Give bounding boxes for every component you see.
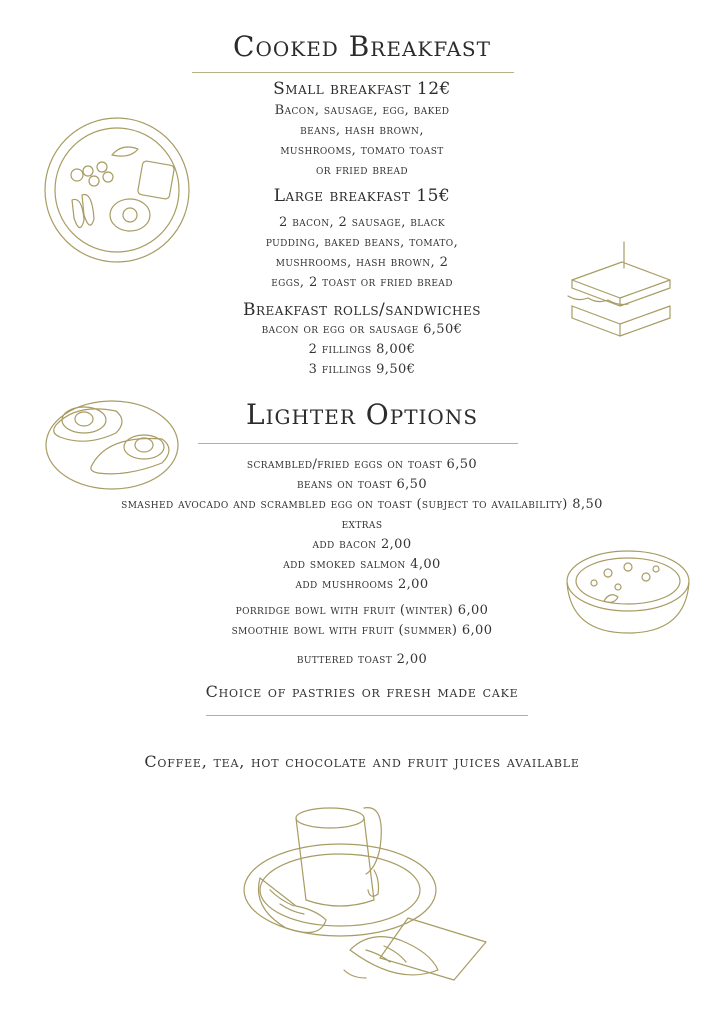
list-item: bacon or egg or sausage 6,50€ bbox=[261, 322, 463, 337]
list-item: porridge bowl with fruit (winter) 6,00 bbox=[235, 603, 489, 618]
coffee-croissant-icon bbox=[240, 800, 494, 990]
drinks-line: Coffee, tea, hot chocolate and fruit juices available bbox=[144, 752, 580, 771]
desc-line: mushrooms, hash brown, 2 bbox=[275, 255, 449, 270]
list-item: 3 fillings 9,50€ bbox=[308, 362, 416, 377]
list-item: add smoked salmon 4,00 bbox=[283, 557, 441, 572]
desc-line: beans, hash brown, bbox=[300, 123, 424, 138]
list-item: scrambled/fried eggs on toast 6,50 bbox=[246, 457, 478, 472]
desc-line: pudding, baked beans, tomato, bbox=[265, 235, 459, 250]
porridge-bowl-icon bbox=[564, 545, 692, 637]
desc-line: or fried bread bbox=[315, 163, 409, 178]
list-item: add mushrooms 2,00 bbox=[295, 577, 429, 592]
sandwich-icon bbox=[562, 240, 674, 350]
rolls-heading: Breakfast rolls/sandwiches bbox=[243, 300, 481, 320]
lighter-options-title: Lighter Options bbox=[245, 398, 479, 431]
pastries-line: Choice of pastries or fresh made cake bbox=[205, 682, 519, 701]
eggs-on-toast-icon bbox=[44, 395, 180, 491]
breakfast-plate-icon bbox=[42, 115, 192, 265]
list-item: smashed avocado and scrambled egg on toast (subject to availability) 8,50 bbox=[121, 497, 603, 512]
list-item: beans on toast 6,50 bbox=[297, 477, 427, 492]
cooked-breakfast-title: Cooked Breakfast bbox=[233, 30, 491, 63]
desc-line: mushrooms, tomato toast bbox=[280, 143, 444, 158]
title-divider bbox=[192, 72, 514, 73]
small-breakfast-heading: Small breakfast 12€ bbox=[273, 79, 451, 99]
title-divider bbox=[198, 443, 518, 444]
section-divider bbox=[206, 715, 528, 716]
list-item: add bacon 2,00 bbox=[312, 537, 412, 552]
buttered-toast: buttered toast 2,00 bbox=[296, 652, 428, 667]
desc-line: Bacon, sausage, egg, baked bbox=[274, 103, 450, 118]
list-item: smoothie bowl with fruit (summer) 6,00 bbox=[231, 623, 493, 638]
list-item: extras bbox=[341, 517, 383, 532]
desc-line: eggs, 2 toast or fried bread bbox=[271, 275, 453, 290]
desc-line: 2 bacon, 2 sausage, black bbox=[279, 215, 445, 230]
large-breakfast-heading: Large breakfast 15€ bbox=[273, 186, 451, 206]
list-item: 2 fillings 8,00€ bbox=[308, 342, 416, 357]
